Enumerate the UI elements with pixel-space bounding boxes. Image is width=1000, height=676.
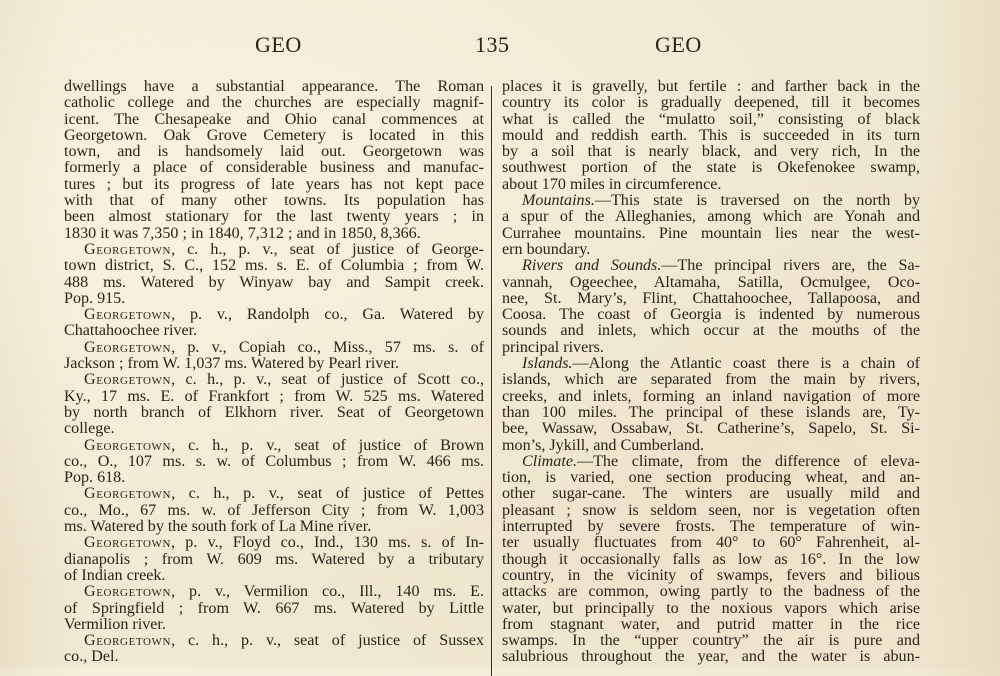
text-line: mon’s, Jykill, and Cumberland. [502,436,705,454]
text-line: water, but principally to the noxious vapors which arise [502,599,920,617]
text-line: Coosa. The coast of Georgia is indented by numerous [502,306,920,324]
gazetteer-entry-mo [64,486,484,535]
text-line: interrupted by severe frosts. The temperature of win- [502,518,920,536]
text-line: Chattahoochee river. [64,322,198,340]
text-line: co., Del. [64,648,119,666]
gazetteer-entry-sc [64,242,484,307]
text-line: sounds and inlets, which occur at the mouths of the [502,322,920,340]
left-column [64,79,484,666]
text-line: country, in the vicinity of swamps, fevers and bilious [502,566,920,584]
text-line: attacks are common, owing partly to the badness of the [502,583,920,601]
text-line: ms. Watered by the south fork of La Mine river. [64,518,372,536]
text-line: southwest portion of the state is Okefenokee swamp, [502,159,920,177]
text-line: from stagnant water, and putrid matter in the rice [502,615,920,633]
section-islands [502,356,920,454]
text-line: co., Mo., 67 ms. w. of Jefferson City ; from W. 1,003 [64,501,484,519]
section-mountains [502,193,920,258]
text-line: country its color is gradually deepened, till it becomes [502,94,920,112]
text-line: been almost stationary for the last twenty years ; in [64,208,484,226]
text-line: town district, S. C., 152 ms. s. E. of Columbia ; from W. [64,257,484,275]
text-line: islands, which are separated from the main by rivers, [502,371,920,389]
text-line: of Springfield ; from W. 667 ms. Watered by Little [64,599,484,617]
entry-first-line: Georgetown, p. v., Copiah co., Miss., 57 ms. s. of [84,338,484,356]
text-line: Georgetown. Oak Grove Cemetery is located in this [64,126,484,144]
text-line: bee, Wassaw, Ossabaw, St. Catherine’s, Sapelo, St. Si- [502,420,920,438]
text-line: though it occasionally falls as low as 16°. In the low [502,550,920,568]
text-line: catholic college and the churches are especially magnif- [64,94,484,112]
gazetteer-entry-ky [64,372,484,437]
entry-name: Georgetown [84,338,172,356]
text-line: about 170 miles in circumference. [502,175,722,193]
gazetteer-entry-miss [64,340,484,373]
text-line: co., O., 107 ms. s. w. of Columbus ; from W. 466 ms. [64,452,484,470]
page-number: 135 [475,32,510,57]
entry-first-line: Georgetown, p. v., Floyd co., Ind., 130 ms. s. of In- [84,534,484,552]
section-heading: Climate. [522,452,577,470]
entry-name: Georgetown [84,306,172,324]
right-column [502,79,920,666]
text-line: creeks, and inlets, forming an inland navigation of more [502,387,920,405]
gazetteer-entry-ohio [64,438,484,487]
section-climate [502,454,920,666]
section-heading: Rivers and Sounds. [522,257,662,275]
section-first-line: Climate.—The climate, from the difference of eleva- [522,452,920,470]
section-heading: Mountains. [522,192,595,210]
text-line: Vermilion river. [64,615,166,633]
soil-paragraph [502,79,920,193]
text-line: Currahee mountains. Pine mountain lies near the west- [502,224,920,242]
gazetteer-entry-del [64,633,484,666]
entry-name: Georgetown [84,371,172,389]
section-first-line: Mountains.—This state is traversed on the north by [522,192,920,210]
section-first-line: Islands.—Along the Atlantic coast there is a chain of [522,355,920,373]
section-rivers-and-sounds [502,258,920,356]
entry-first-line: Georgetown, p. v., Randolph co., Ga. Watered by [84,306,484,324]
text-line: with that of many other towns. Its population has [64,192,484,210]
text-line: college. [64,420,115,438]
text-line: ern boundary. [502,240,591,258]
left-guide-word: GEO [255,32,302,57]
entry-first-line: Georgetown, c. h., p. v., seat of justice of Sussex [84,632,484,650]
text-line: salubrious throughout the year, and the water is abun- [502,648,920,666]
right-guide-word: GEO [655,32,702,57]
text-line: dianapolis ; from W. 609 ms. Watered by a tributary [64,550,484,568]
text-line: principal rivers. [502,338,604,356]
text-line: Ky., 17 ms. E. of Frankfort ; from W. 525 ms. Watered [64,387,484,405]
text-line: 488 ms. Watered by Winyaw bay and Sampit creek. [64,273,484,291]
entry-name: Georgetown [84,240,172,258]
column-divider [491,86,492,676]
text-line: vannah, Ogeechee, Altamaha, Satilla, Ocmulgee, Oco- [502,273,920,291]
entry-first-line: Georgetown, c. h., p. v., seat of justice of Pettes [84,485,484,503]
text-line: town, and is handsomely laid out. Georgetown was [64,143,484,161]
text-line: tion, is varied, one section producing wheat, and an- [502,469,920,487]
text-line: Pop. 915. [64,289,126,307]
entry-first-line: Georgetown, c. h., p. v., seat of justice of Brown [84,436,484,454]
text-line: Pop. 618. [64,469,126,487]
georgetown-dc-continuation [64,79,484,242]
section-first-line: Rivers and Sounds.—The principal rivers are, the Sa- [522,257,920,275]
text-line: by north branch of Elkhorn river. Seat of Georgetown [64,403,484,421]
text-line: pleasant ; snow is seldom seen, nor is vegetation often [502,501,920,519]
section-heading: Islands. [522,355,573,373]
text-line: swamps. In the “upper country” the air is pure and [502,632,920,650]
text-line: a spur of the Alleghanies, among which are Yonah and [502,208,920,226]
gazetteer-entry-ga [64,307,484,340]
entry-name: Georgetown [84,583,172,601]
entry-name: Georgetown [84,485,172,503]
gazetteer-entry-ill [64,584,484,633]
text-line: of Indian creek. [64,566,166,584]
gazetteer-entry-ind [64,535,484,584]
entry-name: Georgetown [84,534,172,552]
text-line: nee, St. Mary’s, Flint, Chattahoochee, Tallapoosa, and [502,289,920,307]
text-line: dwellings have a substantial appearance. The Roman [64,78,484,95]
running-header [0,28,1000,64]
text-line: what is called the “mulatto soil,” consisting of black [502,110,920,128]
entry-first-line: Georgetown, c. h., p. v., seat of justice of Scott co., [84,371,484,389]
text-line: places it is gravelly, but fertile : and farther back in the [502,78,920,95]
text-line: by a soil that is nearly black, and very rich, In the [502,143,920,161]
text-line: Jackson ; from W. 1,037 ms. Watered by Pearl river. [64,355,399,373]
text-line: other sugar-cane. The winters are usually mild and [502,485,920,503]
text-line: 1830 it was 7,350 ; in 1840, 7,312 ; and in 1850, 8,366. [64,224,421,242]
text-line: mould and reddish earth. This is succeeded in its turn [502,126,920,144]
entry-name: Georgetown [84,436,172,454]
text-line: than 100 miles. The principal of these islands are, Ty- [502,403,920,421]
text-line: tures ; but its progress of late years has not kept pace [64,175,484,193]
entry-first-line: Georgetown, c. h., p. v., seat of justice of George- [84,240,484,258]
entry-name: Georgetown [84,632,172,650]
text-line: icent. The Chesapeake and Ohio canal commences at [64,110,484,128]
text-line: ter usually fluctuates from 40° to 60° Fahrenheit, al- [502,534,920,552]
entry-first-line: Georgetown, p. v., Vermilion co., Ill., 140 ms. E. [84,583,484,601]
text-line: formerly a place of considerable business and manufac- [64,159,484,177]
